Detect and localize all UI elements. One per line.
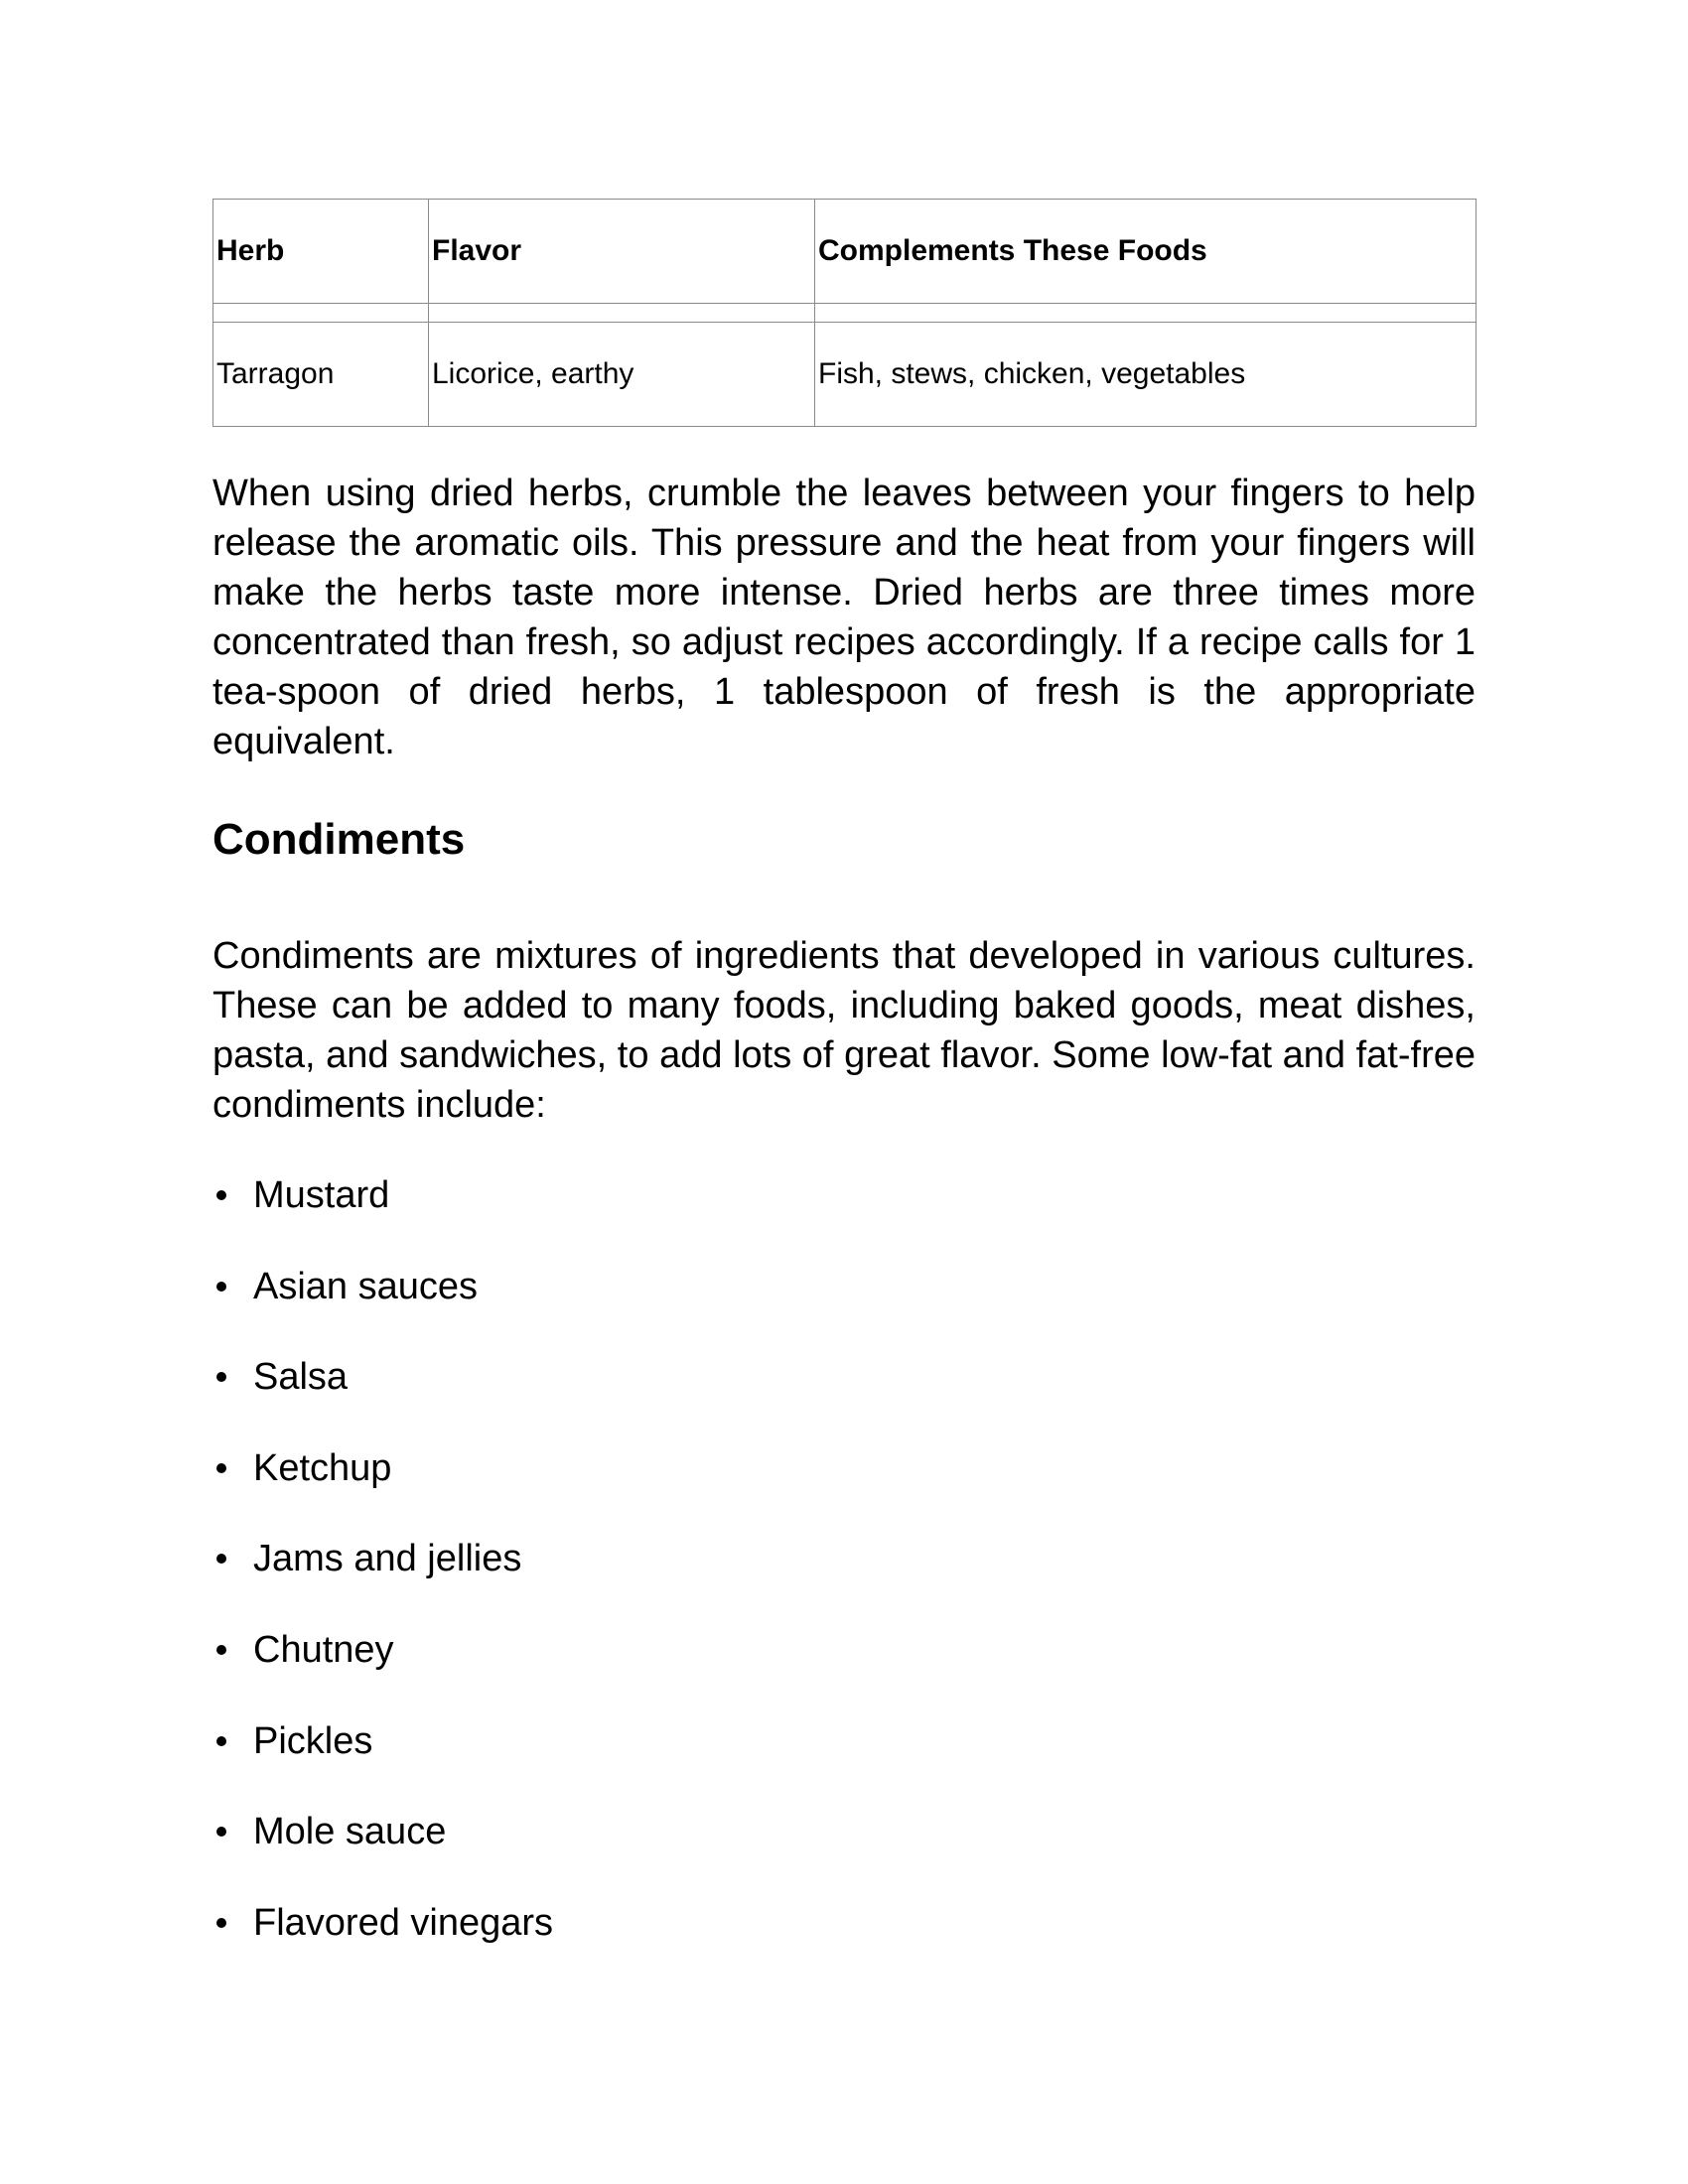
bullet-icon — [216, 1645, 226, 1655]
spacer-cell — [429, 304, 815, 323]
list-item — [212, 1262, 1476, 1353]
list-item-label: Salsa — [253, 1356, 349, 1399]
spacer-cell — [815, 304, 1477, 323]
bullet-icon — [216, 1736, 226, 1746]
header-herb: Herb — [213, 200, 429, 304]
section-heading: Condiments — [212, 815, 466, 864]
bullet-icon — [216, 1918, 226, 1928]
list-item — [212, 1352, 1476, 1443]
list-item — [212, 1807, 1476, 1898]
list-item-label: Ketchup — [253, 1446, 392, 1489]
bullet-icon — [216, 1372, 226, 1382]
list-item — [212, 1625, 1476, 1716]
cell-herb: Tarragon — [213, 323, 429, 427]
condiments-paragraph: Condiments are mixtures of ingredients that developed in various cultures. These can be added to many foods, including baked goods, meat dishes, pasta, and sandwiches, to add lots of great flavor. Some low-fat and fat-free condiments include: — [212, 935, 1476, 1126]
table-row — [213, 323, 1477, 427]
header-complements: Complements These Foods — [815, 200, 1477, 304]
dried-herbs-paragraph: When using dried herbs, crumble the leaves between your fingers to help release the aromatic oils. This pressure and the heat from your fingers will make the herbs taste more intense. Dried herbs are three times more concentrated than fresh, so adjust recipes accordingly. If a recipe calls for 1 tea-spoon of dried herbs, 1 tablespoon of fresh is the appropriate equivalent. — [212, 473, 1476, 762]
bullet-icon — [216, 1463, 226, 1473]
condiments-list — [212, 1170, 1476, 1988]
table-spacer-row — [213, 304, 1477, 323]
list-item — [212, 1534, 1476, 1625]
herb-table — [212, 199, 1477, 427]
list-item-label: Mustard — [253, 1174, 390, 1216]
bullet-icon — [216, 1190, 226, 1200]
list-item-label: Pickles — [253, 1719, 373, 1762]
header-flavor: Flavor — [429, 200, 815, 304]
cell-complements: Fish, stews, chicken, vegetables — [815, 323, 1477, 427]
list-item-label: Chutney — [253, 1628, 394, 1671]
spacer-cell — [213, 304, 429, 323]
table-header-row — [213, 200, 1477, 304]
list-item-label: Asian sauces — [253, 1265, 479, 1307]
bullet-icon — [216, 1554, 226, 1564]
cell-flavor: Licorice, earthy — [429, 323, 815, 427]
document-page — [212, 199, 1476, 1988]
bullet-icon — [216, 1827, 226, 1837]
list-item-label: Mole sauce — [253, 1811, 447, 1853]
list-item-label: Flavored vinegars — [253, 1901, 554, 1944]
list-item — [212, 1898, 1476, 1989]
bullet-icon — [216, 1282, 226, 1292]
list-item — [212, 1716, 1476, 1808]
list-item — [212, 1443, 1476, 1535]
list-item-label: Jams and jellies — [253, 1538, 522, 1580]
list-item — [212, 1170, 1476, 1262]
